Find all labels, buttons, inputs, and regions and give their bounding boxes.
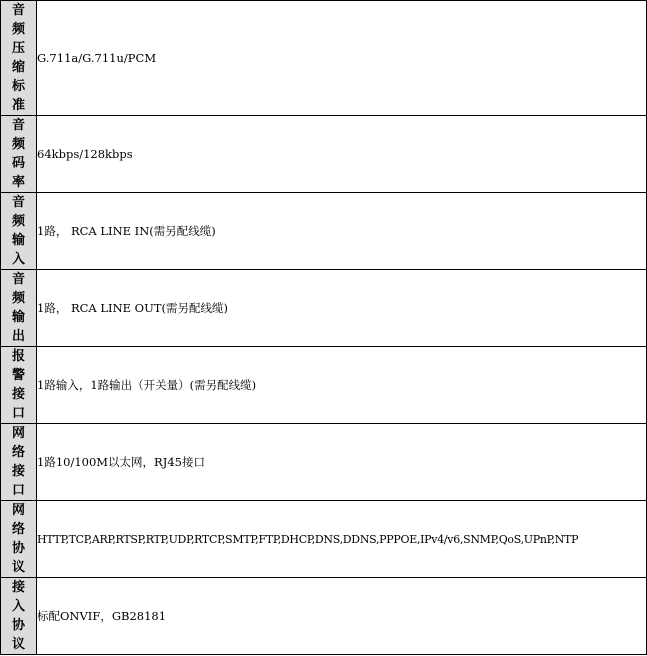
table-row xyxy=(1,116,647,193)
row-value-access-protocol: 标配ONVIF，GB28181 xyxy=(37,578,647,655)
row-label-access-protocol: 接入协议 xyxy=(1,578,37,655)
row-label-network-interface: 网络接口 xyxy=(1,424,37,501)
row-value-audio-compression: G.711a/G.711u/PCM xyxy=(37,1,647,116)
row-value-audio-bitrate: 64kbps/128kbps xyxy=(37,116,647,193)
row-label-audio-input: 音频输入 xyxy=(1,193,37,270)
row-label-audio-bitrate: 音频码率 xyxy=(1,116,37,193)
table-row xyxy=(1,424,647,501)
row-value-audio-output: 1路， RCA LINE OUT(需另配线缆) xyxy=(37,270,647,347)
row-value-audio-input: 1路， RCA LINE IN(需另配线缆) xyxy=(37,193,647,270)
row-label-audio-compression: 音频压缩标准 xyxy=(1,1,37,116)
table-row xyxy=(1,1,647,116)
table-row xyxy=(1,501,647,578)
table-row xyxy=(1,347,647,424)
row-value-network-interface: 1路10/100M以太网，RJ45接口 xyxy=(37,424,647,501)
row-label-network-protocol: 网络协议 xyxy=(1,501,37,578)
row-value-network-protocol: HTTP,TCP,ARP,RTSP,RTP,UDP,RTCP,SMTP,FTP,DHCP,DNS,DDNS,PPPOE,IPv4/v6,SNMP,QoS,UPnP,NTP xyxy=(37,501,647,578)
row-value-alarm-interface: 1路输入，1路输出（开关量）(需另配线缆) xyxy=(37,347,647,424)
row-label-alarm-interface: 报警接口 xyxy=(1,347,37,424)
table-row xyxy=(1,578,647,655)
table-row xyxy=(1,193,647,270)
row-label-audio-output: 音频输出 xyxy=(1,270,37,347)
table-row xyxy=(1,270,647,347)
